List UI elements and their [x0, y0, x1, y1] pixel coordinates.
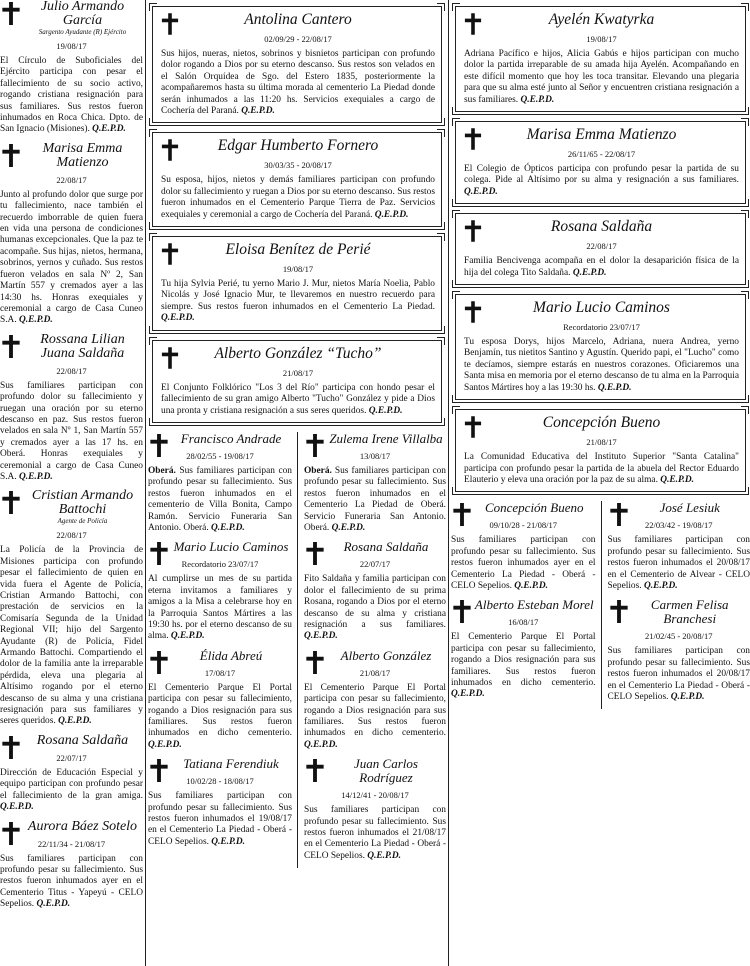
deceased-name: Antolina Cantero	[244, 11, 352, 28]
deceased-name: José Lesiuk	[659, 500, 720, 516]
cross-icon	[452, 502, 472, 527]
box-corner	[452, 406, 460, 414]
deceased-name: Marisa Emma Matienzo	[526, 126, 677, 144]
obituary-date: 22/08/17	[56, 365, 87, 376]
qepd-abbrev: Q.E.P.D.	[304, 739, 338, 750]
box-corner	[437, 337, 445, 345]
qepd-abbrev: Q.E.P.D.	[464, 186, 498, 197]
deceased-name: Eloisa Benítez de Perié	[225, 241, 371, 259]
obituary-item	[0, 820, 143, 911]
cross-icon	[149, 433, 169, 458]
cross-icon	[305, 758, 325, 783]
deceased-title: Sargento Ayudante (R) Ejército	[38, 28, 127, 36]
obituary-item	[0, 489, 143, 728]
cross-icon	[305, 541, 325, 566]
obituary-date: 19/08/17	[56, 41, 87, 51]
deceased-name: Mario Lucio Caminos	[173, 539, 289, 555]
box-corner	[452, 3, 460, 11]
cross-icon	[305, 650, 325, 675]
subcolumn-left	[451, 501, 601, 709]
cross-icon	[464, 300, 482, 324]
obituary-box	[455, 409, 746, 492]
box-corner	[149, 326, 157, 334]
obituary-date: 22/07/17	[359, 559, 391, 570]
box-corner	[741, 118, 749, 126]
deceased-name: Francisco Andrade	[180, 430, 282, 446]
qepd-abbrev: Q.E.P.D.	[374, 209, 409, 220]
box-corner	[452, 395, 460, 403]
obituary-date: 21/08/17	[282, 367, 314, 378]
deceased-name: Zulema Irene Villalba	[329, 430, 443, 446]
deceased-name: Alberto Esteban Morel	[474, 597, 594, 613]
obituary-columns	[148, 432, 446, 868]
obituary-date: 21/02/45 - 20/08/17	[644, 631, 713, 642]
obituary-box	[152, 132, 442, 227]
cross-icon	[609, 502, 629, 527]
obituary-lead: Oberá.	[304, 465, 332, 476]
box-corner	[437, 129, 445, 137]
subcolumn-left	[148, 432, 297, 868]
obituary-body: Sus familiares participan con profundo dolor su fallecimiento y ruegan una oración por su eterno descanso en paz. Sus restos fueron velados en sala Nº 1, San Martín 557 y cremados ayer a las 17 hs. en Oberá. Honras exequiales y ceremonial a cargo de Casa Cuneo S.A.	[0, 380, 143, 482]
obituary-body: Sus familiares participan con profundo pesar su fallecimiento. Sus restos fueron inhumados el 19/08/17 en el Cementerio La Piedad - Oberá - CELO Sepelios.	[148, 791, 292, 847]
deceased-name: Julio Armando García	[40, 0, 125, 28]
cross-icon	[1, 735, 21, 760]
obituary-box	[152, 236, 442, 331]
obituary-date: 30/03/35 - 20/08/17	[264, 160, 332, 171]
obituary-text	[304, 466, 446, 534]
box-corner	[452, 199, 460, 207]
deceased-name: Rossana Lilian Juana Saldaña	[40, 331, 125, 361]
obituary-body: Sus familiares participan con profundo pesar su fallecimiento. Sus restos fueron inhumados en el Cementerio La Piedad de Oberá. Servicio Funeraria San Antonio. Oberá.	[304, 465, 446, 533]
obituary-body: Dirección de Educación Especial y equipo participan con profundo pesar el fallecimiento de la gran amiga.	[0, 767, 143, 801]
column-divider	[145, 0, 146, 966]
obituary-text	[0, 545, 143, 728]
cross-icon	[609, 599, 629, 624]
cross-icon	[464, 12, 482, 36]
obituary-text	[0, 381, 143, 484]
obituary-date: 16/08/17	[508, 617, 539, 628]
box-corner	[741, 210, 749, 218]
cross-icon	[161, 138, 179, 162]
obituary-item	[0, 734, 143, 814]
obituary-body: Al cumplirse un mes de su partida eterna invitamos a familiares y amigos a la Misa a celebrarse hoy en la Parroquia Santos Mártires a las 19:30 hs. por el eterno descanso de su alma.	[148, 574, 292, 642]
qepd-abbrev: Q.E.P.D.	[36, 899, 71, 910]
deceased-name: Rosana Saldaña	[343, 539, 429, 555]
box-corner	[452, 107, 460, 115]
qepd-abbrev: Q.E.P.D.	[367, 850, 401, 861]
obituary-date: 10/02/28 - 18/08/17	[186, 776, 254, 787]
obituary-box	[455, 213, 746, 285]
obituary-text	[148, 791, 292, 848]
obituary-date: 22/08/17	[586, 241, 617, 252]
obituary-text	[464, 49, 739, 106]
box-corner	[741, 107, 749, 115]
cross-icon	[464, 415, 482, 439]
obituary-date: 17/08/17	[204, 667, 236, 678]
obituary-body: Sus familiares participan con profundo pesar su fallecimiento. Sus restos fueron inhumados en el cementerio de Villa Bonita, Campo Ramón. Servicio Funeraria San Antonio. Oberá.	[148, 465, 292, 533]
box-corner	[437, 326, 445, 334]
obituary-text	[148, 574, 292, 642]
box-corner	[149, 129, 157, 137]
obituary-text	[148, 683, 292, 751]
obituary-text	[161, 49, 435, 117]
obituary-date: 26/11/65 - 22/08/17	[567, 149, 636, 160]
cross-icon	[1, 1, 21, 26]
box-corner	[437, 118, 445, 126]
cross-icon	[161, 346, 179, 370]
box-corner	[452, 210, 460, 218]
obituary-date: 22/07/17	[56, 752, 87, 763]
obituary-item	[451, 501, 596, 592]
column-1	[0, 0, 143, 966]
qepd-abbrev: Q.E.P.D.	[92, 124, 126, 135]
cross-icon	[149, 541, 169, 566]
obituary-body: La Policía de la Provincia de Misiones participa con profundo pesar el fallecimiento de quien en vida fuera el Agente de Policía, Cristian Armando Battochi, con prestación de servicios en la Comisaría Segunda de la Unidad Regional VII; hijo del Sargento Ayudante (R) de Policía, Fidel Armando Battochi. Compartiendo el dolor de la familia ante la irreparable pérdida, eleva una plegaria al Altísimo rogando por el eterno descanso de su alma y una cristiana resignación para sus familiares y seres queridos.	[0, 545, 143, 727]
deceased-name: Concepción Bueno	[542, 414, 661, 432]
obituary-item	[0, 0, 143, 136]
obituary-text	[608, 646, 750, 703]
box-corner	[452, 487, 460, 495]
obituary-box	[455, 6, 746, 112]
obituary-body: Familia Bencivenga acompaña en el dolor la desaparición física de la hija del colega Tito Saldaña.	[464, 256, 739, 278]
obituary-date: 21/08/17	[586, 437, 617, 448]
obituary-item	[148, 649, 292, 751]
deceased-name: Mario Lucio Caminos	[533, 299, 670, 317]
cross-icon	[161, 12, 179, 36]
box-corner	[437, 233, 445, 241]
obituary-text	[304, 805, 446, 862]
qepd-abbrev: Q.E.P.D.	[170, 631, 205, 642]
obituary-body: Su esposa, hijos, nietos y demás familiares participan con profundo dolor su fallecimiento y ruegan a Dios por su eterno descanso. Sus restos fueron inhumados en el Cementerio Parque Tierra de Paz. Servicios exequiales y ceremonial a cargo de Cochería del Paraná.	[161, 175, 435, 220]
deceased-name: Concepción Bueno	[484, 500, 584, 516]
deceased-name: Alberto González	[340, 647, 432, 663]
obituary-box	[152, 6, 442, 123]
obituary-date: 14/12/41 - 20/08/17	[341, 790, 409, 801]
obituary-body: Sus hijos, nueras, nietos, sobrinos y bisnietos participan con profundo dolor rogando a Dios por su eterno descanso. Sus restos son velados en el Salón Orquídea de Sgo. del Estero 1835, posteriormente la acompañaremos hasta su última morada al cementerio La Piedad donde serán inhumados a las 11:20 hs. Servicios exequiales a cargo de Cochería del Paraná.	[161, 49, 435, 117]
obituary-text	[0, 768, 143, 814]
obituary-body: El Círculo de Suboficiales del Ejército participa con pesar el fallecimiento de su socio activo, rogando cristiana resignación para sus familiares. Sus restos fueron inhumados en Roca Chica. Dpto. de San Ignacio (Misiones).	[0, 56, 143, 135]
qepd-abbrev: Q.E.P.D.	[58, 716, 92, 727]
obituary-body: Tu hija Sylvia Perié, tu yerno Mario J. Mur, nietos María Noelia, Pablo Nicolás y José Ignacio Mur, te llevaremos en nuestro recuerdo para siempre. Sus restos fueron inhumados en el Cementerio La Piedad.	[161, 279, 435, 312]
obituary-item	[148, 432, 292, 534]
deceased-name: Rosana Saldaña	[550, 218, 653, 236]
obituary-text	[304, 574, 446, 642]
deceased-name: Tatiana Ferendiuk	[183, 756, 279, 772]
obituary-body: Sus familiares participan con profundo pesar su fallecimiento. Sus restos fueron inhumados ayer en el Cementerio Titus - Yapeyú - CELO Sepelios.	[0, 853, 143, 910]
obituary-text	[304, 683, 446, 751]
qepd-abbrev: Q.E.P.D.	[19, 471, 53, 482]
qepd-abbrev: Q.E.P.D.	[572, 267, 607, 278]
obituary-item	[148, 540, 292, 642]
obituary-date: 22/08/17	[56, 174, 87, 185]
obituary-lead: Oberá.	[148, 465, 176, 476]
obituary-body: Sus familiares participan con profundo pesar su fallecimiento. Sus restos fueron inhumados el 20/08/17 en el Cementerio de Alvear - CELO Sepelios.	[607, 535, 750, 591]
obituary-text	[0, 56, 143, 136]
obituary-item	[304, 757, 446, 862]
obituary-text	[464, 337, 739, 394]
qepd-abbrev: Q.E.P.D.	[148, 739, 182, 750]
obituary-body: El Conjunto Folklórico "Los 3 del Río" participa con hondo pesar el fallecimiento de su gran amigo Alberto "Tucho" González y pide a Dios una pronta y cristiana resignación a sus seres queridos.	[161, 382, 435, 416]
box-corner	[741, 199, 749, 207]
box-corner	[452, 291, 460, 299]
obituary-body: Sus familiares participan con profundo pesar su fallecimiento. Sus restos fueron inhumados ayer en el Cementerio La Piedad - Oberá - CELO Sepelios.	[451, 535, 596, 591]
qepd-abbrev: Q.E.P.D.	[19, 315, 53, 326]
deceased-name: Alberto González “Tucho”	[214, 344, 382, 362]
qepd-abbrev: Q.E.P.D.	[211, 836, 245, 847]
obituary-item	[148, 757, 292, 848]
qepd-abbrev: Q.E.P.D.	[161, 313, 195, 324]
box-corner	[149, 337, 157, 345]
box-corner	[149, 233, 157, 241]
obituary-text	[608, 535, 750, 592]
deceased-name: Rosana Saldaña	[36, 732, 129, 748]
obituary-text	[0, 854, 143, 911]
obituary-item	[304, 432, 446, 534]
box-corner	[452, 118, 460, 126]
obituary-item	[608, 598, 750, 703]
qepd-abbrev: Q.E.P.D.	[0, 802, 34, 813]
deceased-name: Juan Carlos Rodríguez	[354, 756, 418, 786]
cross-icon	[1, 334, 21, 359]
obituary-text	[161, 383, 435, 417]
box-corner	[149, 118, 157, 126]
box-corner	[741, 3, 749, 11]
obituary-date: 22/08/17	[56, 530, 87, 541]
column-divider	[448, 0, 449, 966]
obituary-date: Recordatorio 23/07/17	[181, 559, 259, 570]
qepd-abbrev: Q.E.P.D.	[331, 522, 366, 533]
box-corner	[741, 291, 749, 299]
box-corner	[741, 395, 749, 403]
obituary-date: 22/03/42 - 19/08/17	[644, 520, 713, 531]
subcolumn-right	[601, 501, 750, 709]
obituary-body: El Cementerio Parque El Portal participa con pesar su fallecimiento, rogando a Dios resignación para sus familiares. Sus restos fueron inhumados en dicho cementerio.	[148, 682, 292, 739]
deceased-name: Marisa Emma Matienzo	[42, 140, 123, 170]
obituary-body: Adriana Pacífico e hijos, Alicia Gabús e hijos participan con mucho dolor la partida irreparable de su amada hija Ayelén. Acompañando en este difícil momento que hoy les toca transitar. Elevando una plegaria para que su alma esté junto al Señor y encuentren cristiana resignación a sus familiares.	[464, 49, 739, 105]
cross-icon	[1, 143, 21, 168]
deceased-name: Ayelén Kwatyrka	[548, 11, 655, 28]
obituary-date: 28/02/55 - 19/08/17	[186, 450, 254, 461]
column-2	[148, 0, 446, 966]
subcolumn-right	[297, 432, 446, 868]
qepd-abbrev: Q.E.P.D.	[670, 691, 705, 702]
obituary-text	[464, 164, 739, 198]
obituary-date: 21/08/17	[359, 667, 391, 678]
obituary-text	[148, 466, 292, 534]
obituary-item	[0, 333, 143, 484]
obituary-body: Sus familiares participan con profundo pesar su fallecimiento. Sus restos fueron inhumados el 21/08/17 en el Cementerio La Piedad - Oberá - CELO Sepelios.	[304, 805, 446, 861]
box-corner	[149, 418, 157, 426]
cross-icon	[1, 490, 21, 515]
cross-icon	[464, 127, 482, 151]
deceased-name: Cristian Armando Battochi	[31, 488, 134, 518]
box-corner	[741, 280, 749, 288]
obituary-text	[451, 632, 596, 700]
cross-icon	[452, 599, 472, 624]
box-corner	[149, 3, 157, 11]
obituary-box	[152, 340, 442, 423]
obituary-text	[161, 175, 435, 221]
box-corner	[437, 3, 445, 11]
obituary-text	[161, 279, 435, 325]
qepd-abbrev: Q.E.P.D.	[660, 474, 694, 485]
obituary-body: La Comunidad Educativa del Instituto Superior "Santa Catalina" participa con profundo pesar la partida de la abuela del Rector Eduardo Elauterio y eleva una oración por la paz de su alma.	[464, 452, 739, 485]
obituary-body: El Cementerio Parque El Portal participa con pesar su fallecimiento, rogando a Dios resignación para sus familiares. Sus restos fueron inhumados en dicho cementerio.	[451, 632, 596, 688]
box-corner	[741, 487, 749, 495]
qepd-abbrev: Q.E.P.D.	[304, 631, 338, 642]
qepd-abbrev: Q.E.P.D.	[451, 689, 485, 700]
qepd-abbrev: Q.E.P.D.	[520, 94, 555, 105]
obituary-body: Fito Saldaña y familia participan con dolor el fallecimiento de su prima Rosana, rogando a Dios por el eterno descanso de su alma y cristiana resignación a sus familiares.	[304, 574, 446, 630]
obituary-item	[451, 598, 596, 700]
box-corner	[741, 406, 749, 414]
obituary-date: 22/11/34 - 21/08/17	[37, 838, 106, 849]
box-corner	[437, 222, 445, 230]
obituary-item	[304, 540, 446, 642]
obituary-item	[0, 142, 143, 327]
cross-icon	[464, 219, 482, 243]
cross-icon	[149, 758, 169, 783]
qepd-abbrev: Q.E.P.D.	[368, 405, 403, 416]
qepd-abbrev: Q.E.P.D.	[514, 580, 548, 591]
obituary-date: 02/09/29 - 22/08/17	[264, 34, 332, 44]
obituary-body: El Cementerio Parque El Portal participa con pesar su fallecimiento, rogando a Dios resignación para sus familiares. Sus restos fueron inhumados en dicho cementerio.	[304, 682, 446, 739]
obituary-date: Recordatorio 23/07/17	[563, 322, 640, 333]
obituary-body: Sus familiares participan con profundo pesar su fallecimiento. Sus restos fueron inhumados el 20/08/17 en el Cementerio La Piedad - Oberá - CELO Sepelios.	[607, 646, 750, 702]
qepd-abbrev: Q.E.P.D.	[643, 580, 678, 591]
obituary-body: Tu esposa Dorys, hijos Marcelo, Adriana, nuera Andrea, yerno Benjamín, tus nietitos Santino y Agustín. Querido papi, el "Lucho" como te decíamos, siempre estarás en nuestros corazones. Oficiaremos una Santa misa en memoria por el eterno descanso de tu alma en la Parroquia Santos Mártires hoy a las 19:30 hs.	[464, 337, 739, 393]
obituary-box	[455, 294, 746, 400]
obituary-date: 19/08/17	[586, 34, 617, 44]
obituary-text	[464, 452, 739, 486]
obituary-date: 19/08/17	[282, 264, 314, 275]
cross-icon	[149, 650, 169, 675]
deceased-title: Agente de Policía	[57, 517, 108, 526]
box-corner	[149, 222, 157, 230]
qepd-abbrev: Q.E.P.D.	[211, 522, 245, 533]
cross-icon	[1, 821, 21, 846]
obituary-date: 13/08/17	[359, 450, 391, 461]
deceased-name: Carmen Felisa Branchesi	[650, 597, 729, 627]
box-corner	[452, 280, 460, 288]
qepd-abbrev: Q.E.P.D.	[241, 106, 275, 117]
obituary-box	[455, 121, 746, 204]
obituary-columns	[451, 501, 750, 709]
obituary-body: El Colegio de Ópticos participa con profundo pesar la partida de su colega. Pide al Altísimo por su alma y resignación a sus familiares.	[464, 164, 739, 186]
cross-icon	[305, 433, 325, 458]
obituary-text	[464, 256, 739, 279]
obituary-body: Junto al profundo dolor que surge por tu fallecimiento, nace también el recuerdo imborrable de quien fuera en vida una persona de condiciones humanas excepcionales. Que la paz te acompañe. Sus hijas, nietos, hermana, sobrinos, yernos y cuñado. Sus restos fueron velados en sala Nº 2, San Martín 557 y cremados ayer a las 14:30 hs. Honras exequiales y ceremonial a cargo de Casa Cuneo S.A.	[0, 189, 143, 326]
obituary-text	[451, 535, 596, 592]
qepd-abbrev: Q.E.P.D.	[597, 382, 632, 393]
obituary-text	[0, 190, 143, 327]
cross-icon	[161, 242, 179, 266]
deceased-name: Élida Abreú	[199, 647, 263, 663]
obituary-date: 09/10/28 - 21/08/17	[489, 520, 558, 531]
box-corner	[437, 418, 445, 426]
deceased-name: Aurora Báez Sotelo	[27, 818, 138, 834]
column-3	[451, 0, 750, 966]
obituary-item	[608, 501, 750, 592]
obituary-item	[304, 649, 446, 751]
deceased-name: Edgar Humberto Fornero	[217, 137, 379, 155]
